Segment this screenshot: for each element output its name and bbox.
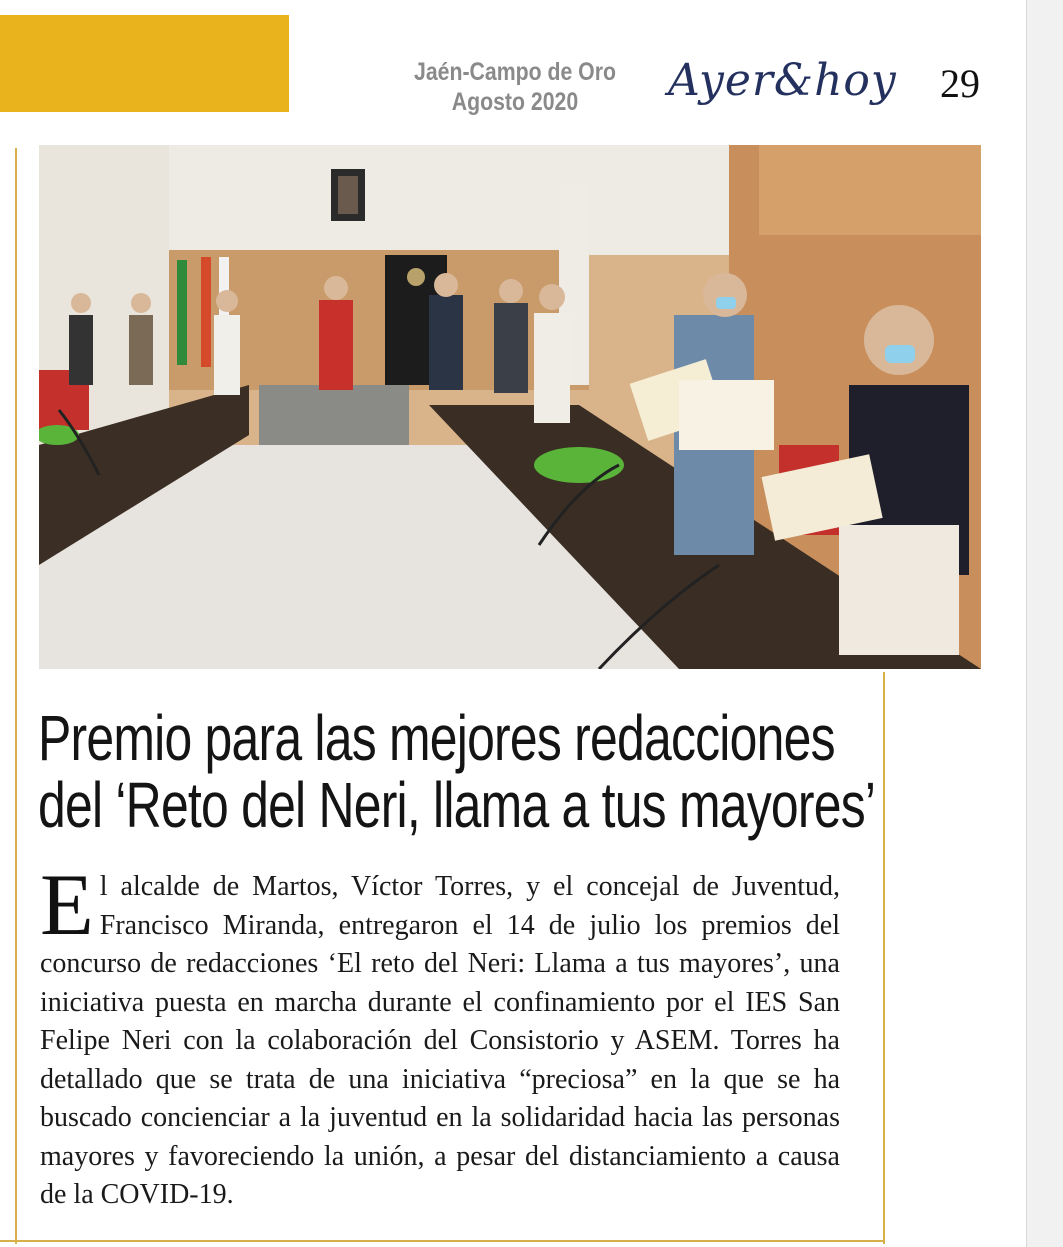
frame-line-right — [883, 672, 885, 1244]
page-number: 29 — [940, 61, 980, 106]
drop-cap: E — [40, 857, 94, 954]
accent-block — [0, 15, 289, 112]
article-body-text: l alcalde de Martos, Víctor Torres, y el concejal de Juventud, Francisco Miranda, entregaron el 14 de julio los premios del concurso de redacciones ‘El reto del Neri: Llama a tus mayores’, una iniciativa puesta en marcha durante el confinamiento por el IES San Felipe Neri con la colaboración del Consistorio y ASEM. Torres ha detallado que se trata de una iniciativa “preciosa” en la que se ha buscado concienciar a la juventud en la solidaridad hacia las personas mayores y favoreciendo la unión, a pesar del distanciamiento a causa de la COVID-19. — [40, 871, 840, 1210]
section-brand-logo: Ayer&hoy — [668, 55, 897, 106]
publication-info — [400, 57, 630, 117]
frame-line-left — [15, 148, 17, 1244]
headline-line-1: Premio para las mejores redacciones — [38, 702, 835, 774]
article-headline — [38, 702, 876, 841]
publication-date: Agosto 2020 — [451, 88, 579, 116]
article-photo — [39, 145, 981, 669]
article-body — [40, 857, 840, 1215]
frame-line-bottom — [0, 1240, 885, 1242]
page-edge — [1026, 0, 1063, 1247]
publication-name: Jaén-Campo de Oro — [414, 58, 616, 86]
photo-illustration — [39, 145, 981, 669]
headline-line-2: del ‘Reto del Neri, llama a tus mayores’ — [38, 769, 876, 841]
